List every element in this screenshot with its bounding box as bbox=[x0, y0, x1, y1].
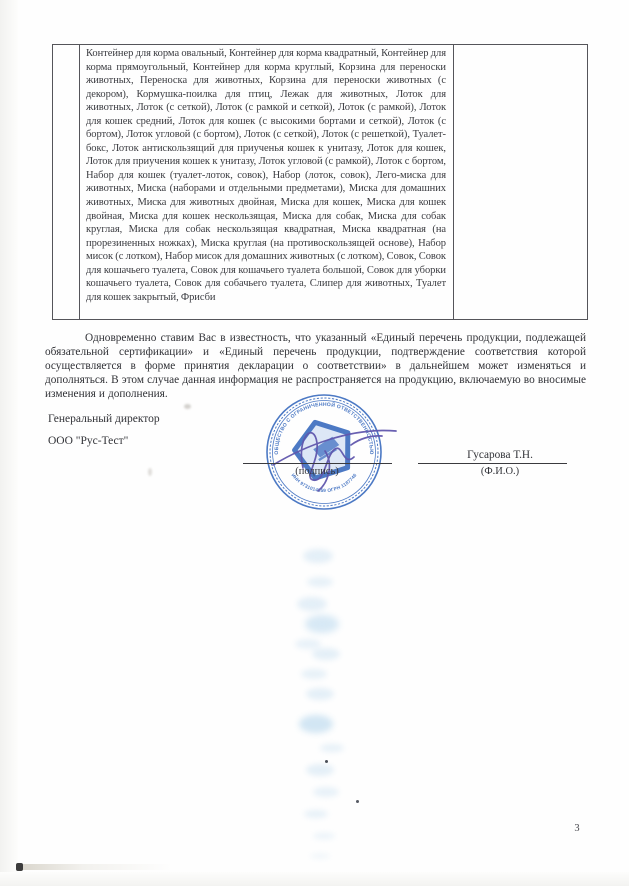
scan-speck bbox=[184, 404, 191, 409]
scan-corner-smudge bbox=[16, 863, 23, 871]
stamp-arc-text-top: ОБЩЕСТВО С ОГРАНИЧЕННОЙ ОТВЕТСТВЕННОСТЬЮ bbox=[273, 401, 375, 455]
name-line bbox=[418, 463, 567, 464]
ink-bleed-through-artifact bbox=[303, 549, 333, 563]
signatory-name: Гусарова Т.Н. bbox=[467, 449, 533, 461]
scan-speck bbox=[356, 800, 359, 803]
scan-speck bbox=[148, 468, 152, 476]
table-column-divider bbox=[453, 45, 454, 319]
products-table bbox=[52, 44, 588, 320]
scan-corner-streak bbox=[23, 864, 173, 870]
signature-caption: (подпись) bbox=[295, 466, 339, 477]
signatory-position-title: Генеральный директор bbox=[48, 413, 160, 425]
table-cell-product-list: Контейнер для корма овальный, Контейнер для корма квадратный, Контейнер для корма прямоугольный, Контейнер для корма круглый, Корзина для переноски животных, Переноска для животных, Корзина для переноски животных (с декором), Кормушка-поилка для птиц, Лежак для животных, Лоток для животных, Лоток (с сеткой), Лоток (с рамкой и сеткой), Лоток (с рамкой), Лоток для кошек средний, Лоток для кошек (с высокими бортами и сеткой), Лоток (с бортом), Лоток угловой (с бортом), Лоток (с сеткой), Лоток (с решеткой), Туалет-бокс, Лоток антискользящий для приученья кошек к унитазу, Лоток для кошек, Лоток для приучения кошек к унитазу, Лоток угловой (с рамкой), Лоток с бортом, Набор для кошек (туалет-лоток, совок), Набор (лоток, совок), Лего-миска для животных, Миска (наборами и отдельными предметами), Миска для домашних животных, Миска для животных двойная, Миска для кошек, Миска для кошек двойная, Миска для кошек нескользящая, Миска для собак, Миска для собак круглая, Миска для собак нескользящая квадратная, Миска квадратная (на прорезиненных ножках), Миска круглая (на противоскользящей основе), Набор мисок (с лотком), Набор мисок для домашних животных (с лотком), Совок, Совок для кошачьего туалета, Совок для кошачьего туалета большой, Совок для уборки кошачьего туалета, Совок для собачьего туалета, Слипер для животных, Туалет для кошек закрытый, Фрисби bbox=[86, 48, 446, 303]
name-caption: (Ф.И.О.) bbox=[480, 466, 520, 477]
scan-speck bbox=[325, 760, 328, 763]
company-name: ООО "Рус-Тест" bbox=[48, 435, 129, 447]
table-column-divider bbox=[79, 45, 80, 319]
scan-edge-bottom bbox=[0, 872, 629, 886]
page-number: 3 bbox=[574, 823, 580, 834]
notice-paragraph: Одновременно ставим Вас в известность, что указанный «Единый перечень продукции, подлежащей обязательной сертификации» и «Единый перечень продукции, подтверждение соответствия которой осуществляется в форме принятия декларации о соответствии» в дальнейшем может изменяться и дополняться. В этом случае данная информация не распространяется на продукцию, включаемую во вносимые изменения и дополнения. bbox=[45, 332, 586, 400]
signature-line bbox=[243, 463, 392, 464]
handwritten-signature bbox=[255, 405, 405, 497]
stamp-arc-text-bottom: ИНН 9731014559 ОГРН 1187746 bbox=[290, 472, 358, 494]
scan-edge-left bbox=[0, 0, 18, 886]
